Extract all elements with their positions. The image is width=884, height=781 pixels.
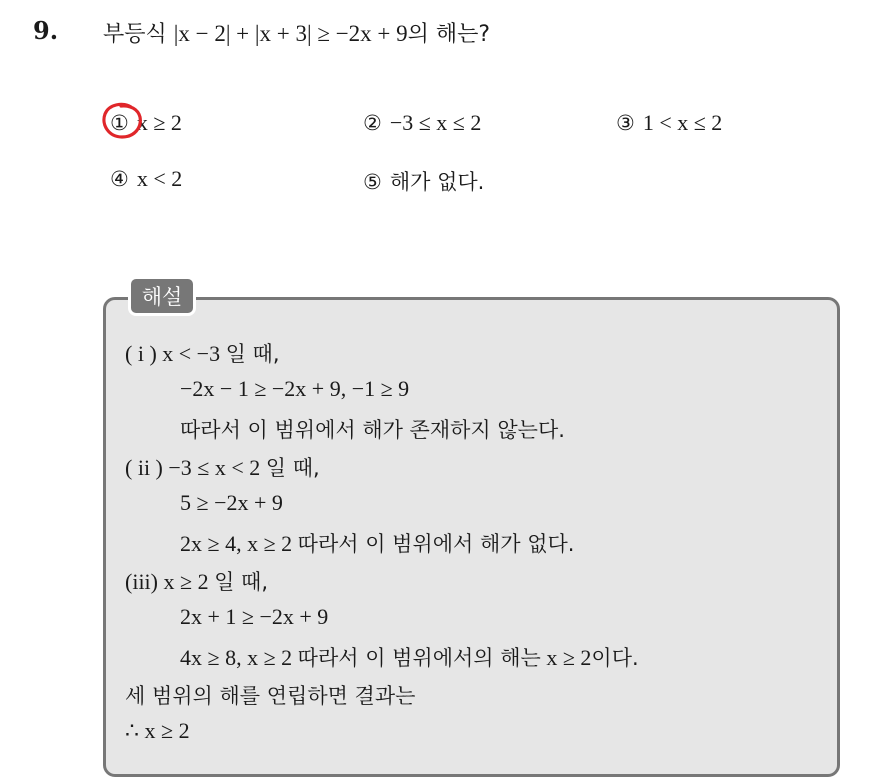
summary-text bbox=[125, 680, 415, 710]
final-answer-math: ∴ x ≥ 2 bbox=[125, 718, 190, 743]
option-3-text: 1 < x ≤ 2 bbox=[642, 110, 723, 135]
question-inequality: |x − 2| + |x + 3| ≥ −2x + 9 bbox=[173, 21, 408, 46]
step-text-end: 이다. bbox=[591, 646, 639, 670]
question-number: 9. bbox=[33, 16, 59, 45]
option-1-text: x ≥ 2 bbox=[136, 110, 182, 135]
step-text: 따라서 이 범위에서 해가 존재하지 않는다. bbox=[180, 418, 565, 442]
summary-sentence: 세 범위의 해를 연립하면 결과는 bbox=[125, 684, 416, 708]
case-1-header bbox=[125, 338, 280, 368]
answer-circle-mark bbox=[101, 101, 145, 141]
question-prefix: 부등식 bbox=[103, 22, 174, 47]
case-label: ( ii ) bbox=[125, 455, 163, 480]
case-label: ( i ) bbox=[125, 341, 157, 366]
case-label: (iii) bbox=[125, 569, 158, 594]
option-5-number: ⑤ bbox=[363, 170, 382, 194]
option-1-number: ① bbox=[110, 111, 129, 135]
step-math: 4x ≥ 8, x ≥ 2 bbox=[180, 645, 293, 670]
case-condition: −3 ≤ x < 2 bbox=[168, 455, 261, 480]
case-3-step bbox=[180, 604, 328, 630]
case-text: 일 때, bbox=[265, 456, 320, 480]
explanation-label: 해설 bbox=[128, 276, 196, 316]
case-3-header bbox=[125, 566, 268, 596]
case-2-header bbox=[125, 452, 320, 482]
option-3-number: ③ bbox=[616, 111, 635, 135]
case-3-conclusion bbox=[180, 642, 639, 672]
option-2-number: ② bbox=[363, 111, 382, 135]
step-text: 따라서 이 범위에서의 해는 bbox=[297, 646, 541, 670]
case-1-step bbox=[180, 376, 409, 402]
case-2-conclusion bbox=[180, 528, 574, 558]
case-text: 일 때, bbox=[225, 342, 280, 366]
step-math-result: x ≥ 2 bbox=[546, 645, 592, 670]
option-4-number: ④ bbox=[110, 167, 129, 191]
option-3[interactable] bbox=[616, 110, 722, 136]
step-math: 2x + 1 ≥ −2x + 9 bbox=[180, 604, 329, 629]
option-5-text: 해가 없다. bbox=[389, 170, 485, 194]
option-2-text: −3 ≤ x ≤ 2 bbox=[389, 110, 482, 135]
option-2[interactable] bbox=[363, 110, 481, 136]
case-2-step bbox=[180, 490, 283, 516]
step-math: −2x − 1 ≥ −2x + 9, −1 ≥ 9 bbox=[180, 376, 410, 401]
option-5[interactable] bbox=[363, 166, 484, 196]
final-answer bbox=[125, 718, 190, 744]
step-math: 5 ≥ −2x + 9 bbox=[180, 490, 283, 515]
option-4-text: x < 2 bbox=[136, 166, 183, 191]
question-text bbox=[103, 17, 490, 48]
case-text: 일 때, bbox=[214, 570, 269, 594]
option-4[interactable] bbox=[110, 166, 182, 192]
question-suffix: 의 해는? bbox=[407, 22, 491, 47]
case-condition: x < −3 bbox=[162, 341, 221, 366]
case-condition: x ≥ 2 bbox=[163, 569, 209, 594]
case-1-conclusion bbox=[180, 414, 565, 444]
step-text: 따라서 이 범위에서 해가 없다. bbox=[297, 532, 575, 556]
step-math: 2x ≥ 4, x ≥ 2 bbox=[180, 531, 293, 556]
